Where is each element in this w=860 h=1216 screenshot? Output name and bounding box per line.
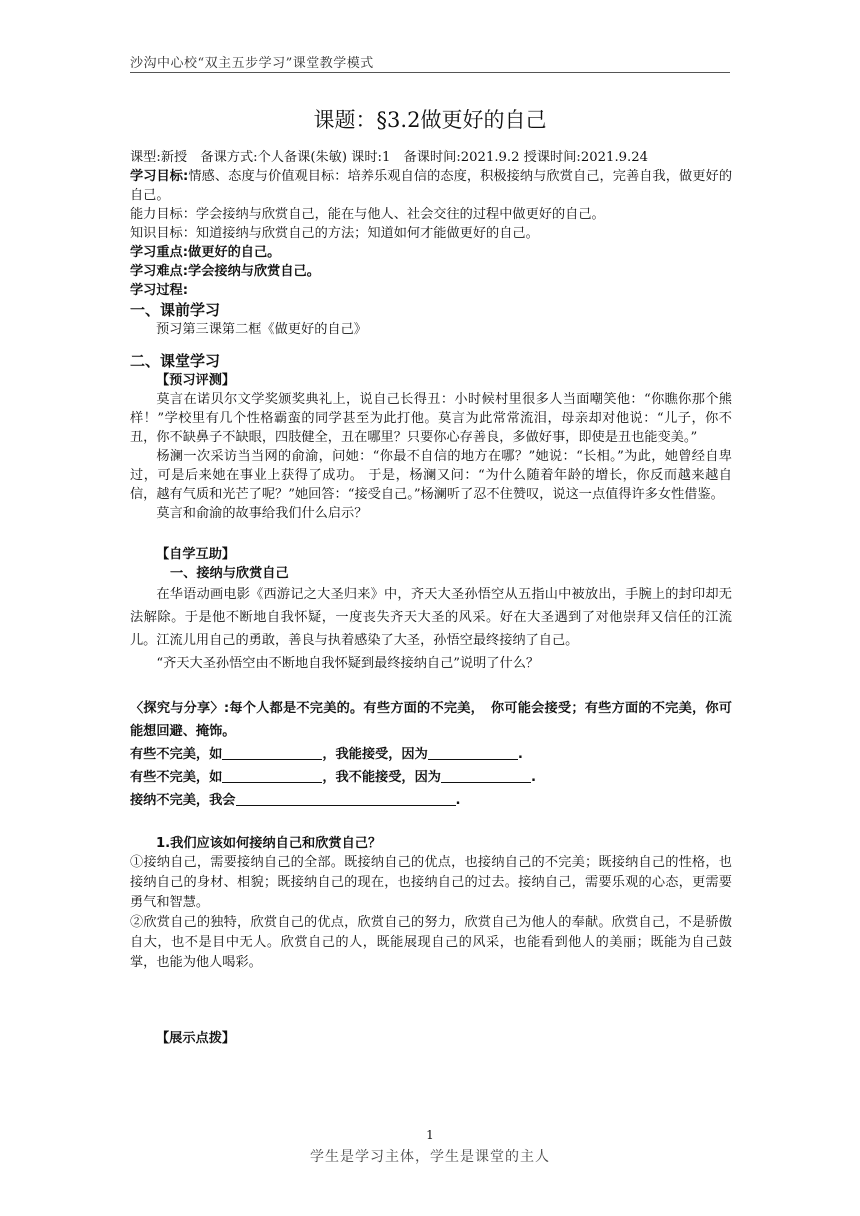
fill2-end: . xyxy=(531,770,537,785)
goals-emotion: 情感、态度与价值观目标：培养乐观自信的态度，积极接纳与欣赏自己，完善自我，做更好的自己。 xyxy=(130,169,733,203)
spacer xyxy=(130,675,732,697)
header-divider xyxy=(130,72,730,73)
learning-difficulty xyxy=(130,262,732,281)
fill1-middle: ，我能接受，因为 xyxy=(322,747,428,762)
header-school-mode: 沙沟中心校“双主五步学习”课堂教学模式 xyxy=(130,56,374,71)
blank-input[interactable] xyxy=(222,745,322,760)
page-number: 1 xyxy=(426,1128,434,1142)
fill3-end: . xyxy=(455,793,461,808)
blank-input[interactable] xyxy=(236,791,456,806)
self-study-label: 【自学互助】 xyxy=(156,547,236,562)
difficulty-text: 学会接纳与欣赏自己。 xyxy=(188,264,320,279)
spacer xyxy=(130,523,732,545)
section1-text: 预习第三课第二框《做更好的自己》 xyxy=(156,322,367,337)
display-label: 【展示点拨】 xyxy=(156,1031,236,1046)
focus-label: 学习重点: xyxy=(130,245,189,260)
story-monkey-king: 在华语动画电影《西游记之大圣归来》中，齐天大圣孙悟空从五指山中被放出，手腕上的封印却无法解除。于是他不断地自我怀疑，一度丧失齐天大圣的风采。好在大圣遇到了对他崇拜又信任的江流儿。江流儿用自己的勇敢，善良与执着感染了大圣，孙悟空最终接纳了自己。 xyxy=(130,587,732,648)
fill1-end: . xyxy=(517,747,523,762)
story-yuyu: 杨澜一次采访当当网的俞渝，问她：“你最不自信的地方在哪？”她说：“长相。”为此，她曾经自卑过，可是后来她在事业上获得了成功。 于是，杨澜又问：“为什么随着年龄的增长，你反而越来越自信，越有气质和光芒了呢？”她回答：“接受自己。”杨澜听了忍不住赞叹，说这一点值得许多女性借鉴。 xyxy=(130,449,732,502)
preview-label: 【预习评测】 xyxy=(156,373,236,388)
answer-appreciate: ②欣赏自己的独特，欣赏自己的优点，欣赏自己的努力，欣赏自己为他人的奉献。欣赏自己，不是骄傲自大，也不是目中无人。欣赏自己的人，既能展现自己的风采，也能看到他人的美丽；既能为自己鼓掌，也能为他人喝彩。 xyxy=(130,915,732,970)
blank-input[interactable] xyxy=(428,745,518,760)
fill3-prefix: 接纳不完美，我会 xyxy=(130,793,236,808)
goals-label: 学习目标: xyxy=(130,169,189,184)
blank-input[interactable] xyxy=(441,768,531,783)
fill-blank-2 xyxy=(130,766,732,789)
section2-heading: 二、课堂学习 xyxy=(130,352,221,370)
fill2-prefix: 有些不完美，如 xyxy=(130,770,223,785)
focus-text: 做更好的自己。 xyxy=(188,245,281,260)
footer-motto: 学生是学习主体，学生是课堂的主人 xyxy=(310,1149,550,1165)
story-moyan: 莫言在诺贝尔文学奖颁奖典礼上，说自己长得丑：小时候村里很多人当面嘲笑他：“你瞧你那个熊样！”学校里有几个性格霸蛮的同学甚至为此打他。莫言为此常常流泪，母亲却对他说：“儿子，你不丑，你不缺鼻子不缺眼，四肢健全，丑在哪里？只要你心存善良，多做好事，即使是丑也能变美。” xyxy=(130,392,732,445)
goals-knowledge: 知识目标：知道接纳与欣赏自己的方法；知道如何才能做更好的自己。 xyxy=(130,226,539,241)
document-body xyxy=(130,148,732,1048)
fill-blank-1 xyxy=(130,743,732,766)
fill-blank-3 xyxy=(130,789,732,812)
spacer xyxy=(130,973,732,1029)
lesson-title: 课题：§3.2做更好的自己 xyxy=(313,108,547,132)
spacer xyxy=(130,339,732,351)
spacer xyxy=(130,812,732,834)
sub-heading-accept: 一、接纳与欣赏自己 xyxy=(170,566,289,581)
learning-focus xyxy=(130,243,732,262)
question-heading: 1.我们应该如何接纳自己和欣赏自己？ xyxy=(156,836,382,851)
answer-accept: ①接纳自己，需要接纳自己的全部。既接纳自己的优点，也接纳自己的不完美；既接纳自己的性格，也接纳自己的身材、相貌；既接纳自己的现在，也接纳自己的过去。接纳自己，需要乐观的心态，更需要勇气和智慧。 xyxy=(130,855,732,910)
explore-share: 〈探究与分享〉:每个人都是不完美的。有些方面的不完美， 你可能会接受；有些方面的不完美，你可能想回避、掩饰。 xyxy=(130,701,732,739)
blank-input[interactable] xyxy=(222,768,322,783)
fill2-middle: ，我不能接受，因为 xyxy=(322,770,441,785)
question-1: 莫言和俞渝的故事给我们什么启示？ xyxy=(156,506,368,521)
meta-line: 课型:新授 备课方式:个人备课(朱敏) 课时:1 备课时间:2021.9.2 授课时间:2021.9.24 xyxy=(130,150,648,165)
section1-heading: 一、课前学习 xyxy=(130,301,221,319)
question-2: “齐天大圣孙悟空由不断地自我怀疑到最终接纳自己”说明了什么？ xyxy=(156,656,540,671)
learning-goals xyxy=(130,167,732,205)
goals-ability: 能力目标：学会接纳与欣赏自己，能在与他人、社会交往的过程中做更好的自己。 xyxy=(130,207,605,222)
process-label: 学习过程: xyxy=(130,283,189,298)
difficulty-label: 学习难点: xyxy=(130,264,189,279)
fill1-prefix: 有些不完美，如 xyxy=(130,747,223,762)
